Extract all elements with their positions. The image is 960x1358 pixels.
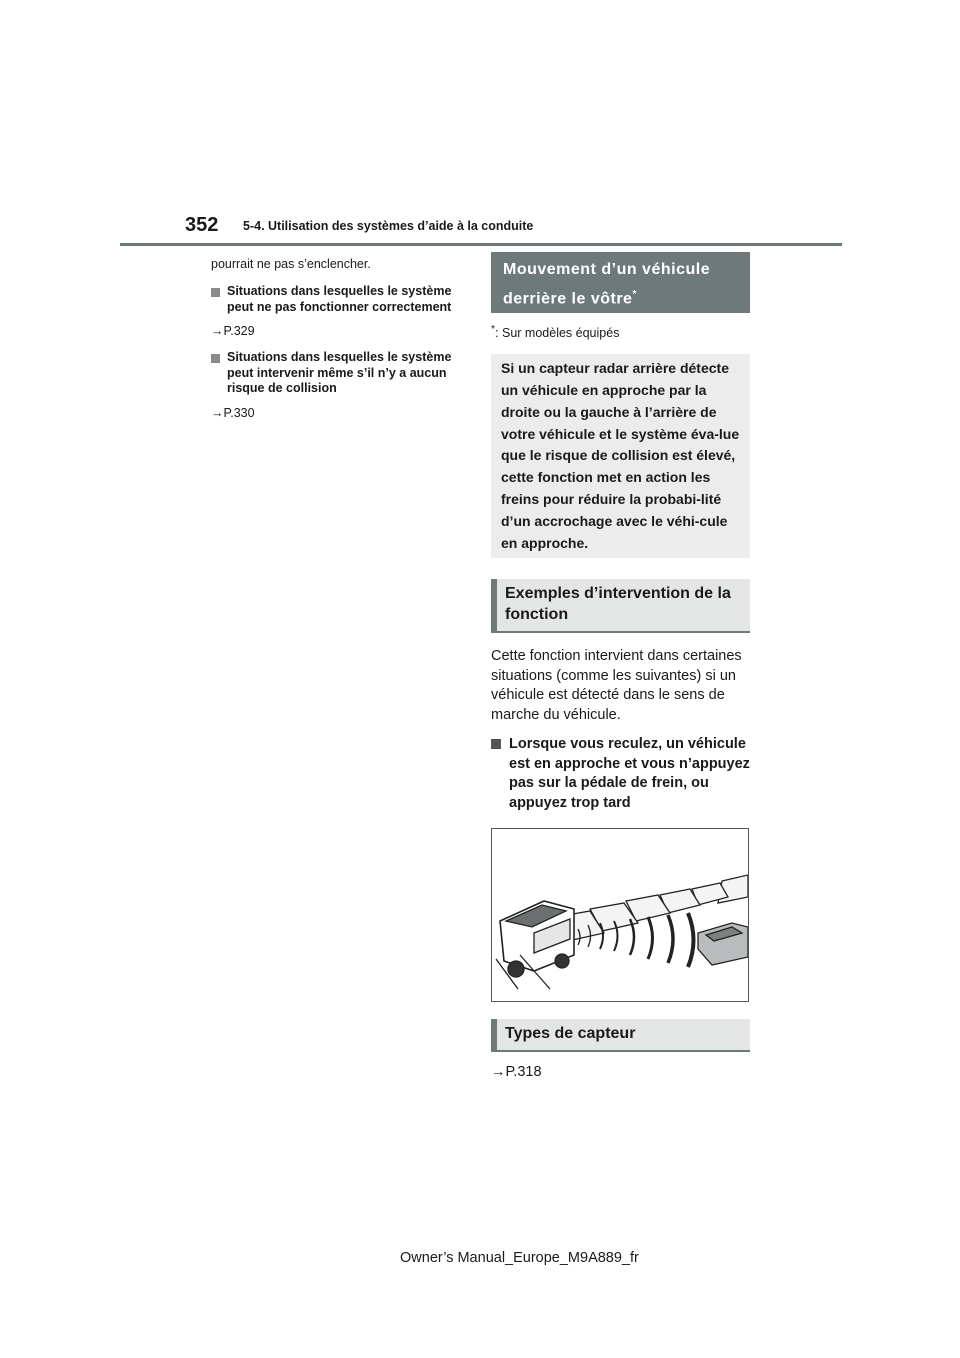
- sensor-page-reference[interactable]: →P.318: [491, 1064, 542, 1081]
- page-number: 352: [185, 214, 219, 236]
- example-item: Lorsque vous reculez, un véhicule est en approche et vous n’appuyez pas sur la pédale de frein, ou appuyez trop tard: [491, 735, 750, 813]
- examples-heading: Exemples d’intervention de la fonction: [491, 579, 750, 633]
- square-bullet-icon: [211, 288, 220, 297]
- square-bullet-icon: [211, 354, 220, 363]
- examples-intro: Cette fonction intervient dans certaines situations (comme les suivantes) si un véhicule est détecté dans le sens de marche du véhicule.: [491, 648, 742, 723]
- header-rule: [120, 243, 842, 246]
- page-reference[interactable]: →P.330: [211, 405, 255, 420]
- subheading-false-activation: Situations dans lesquelles le système peut intervenir même s’il n’y a aucun risque de collision: [211, 350, 459, 397]
- reversing-illustration: [491, 828, 749, 1002]
- section-title: 5-4. Utilisation des systèmes d’aide à la conduite: [243, 219, 534, 233]
- parking-lot-illustration: [492, 829, 748, 1001]
- left-column: [211, 256, 459, 420]
- asterisk: *: [632, 289, 637, 300]
- right-column: [491, 252, 750, 1080]
- continuation-text: pourrait ne pas s’enclencher.: [211, 257, 371, 271]
- subheading-malfunction: Situations dans lesquelles le système peut ne pas fonctionner correctement: [211, 284, 459, 315]
- footnote: *: Sur modèles équipés: [491, 324, 620, 341]
- square-bullet-icon: [491, 739, 501, 749]
- footer-manual-id: Owner’s Manual_Europe_M9A889_fr: [400, 1250, 639, 1266]
- main-heading: Mouvement d’un véhicule derrière le vôtre*: [491, 252, 750, 313]
- summary-box: Si un capteur radar arrière détecte un véhicule en approche par la droite ou la gauche à l’arrière de votre véhicule et le système éva-lue que le risque de collision est élevé, cette fonction met en action les freins pour réduire la probabi-lité d’un accrochage avec le véhi-cule en approche.: [491, 354, 750, 558]
- page-reference[interactable]: →P.329: [211, 324, 255, 338]
- sensor-type-heading: Types de capteur: [491, 1019, 750, 1052]
